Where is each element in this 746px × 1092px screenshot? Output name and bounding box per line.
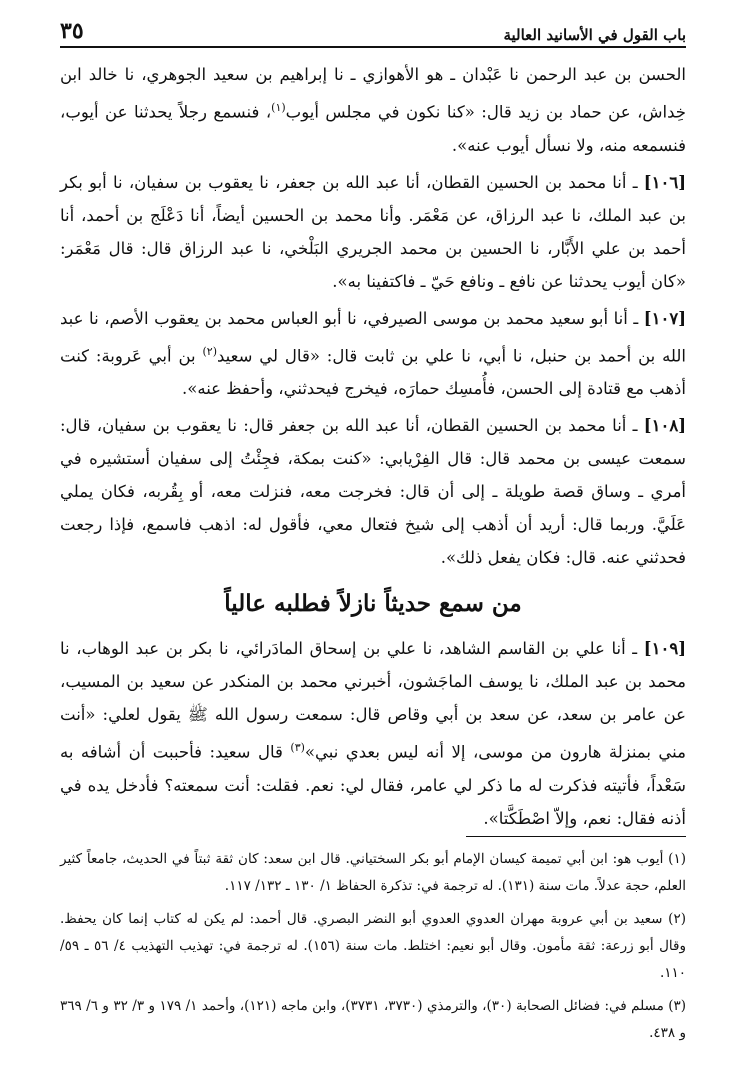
footnote-ref: (١) (271, 101, 286, 114)
footnote-3: (٣) مسلم في: فضائل الصحابة (٣٠)، والترمذي (٣٧٣٠، ٣٧٣١)، وابن ماجه (١٢١)، وأحمد ١/ ١٧٩ و ٣/ ٣٢ و ٦/ ٣٦٩ و ٤٣٨. (60, 998, 687, 1041)
paragraph-text: ـ أنا أبو سعيد محمد بن موسى الصيرفي، نا أبو العباس محمد بن يعقوب الأصم، نا عبد الله بن أحمد بن حنبل، نا أبي، نا علي بن ثابت قال: «قال لي سعيد (60, 308, 687, 365)
footnote-separator (466, 836, 686, 837)
running-title: باب القول في الأسانيد العالية (503, 26, 686, 44)
paragraph-text-cont: ، فنسمع رجلاً يحدثنا عن أيوب، فنسمعه منه، ولا نسأل أيوب عنه». (60, 102, 686, 155)
paragraph-108 (60, 409, 686, 574)
section-heading: من سمع حديثاً نازلاً فطلبه عالياً (224, 590, 522, 617)
paragraph-text-cont: بن أبي عَروبة: كنت أذهب مع قتادة إلى الحسن، فأُمسِك حمارَه، فيخرج فيحدثني، وأحفظ عنه». (60, 346, 686, 398)
hadith-number: [١٠٧] (643, 308, 686, 328)
footnote-1: (١) أيوب هو: ابن أبي تميمة كيسان الإمام أبو بكر السختياني. قال ابن سعد: كان ثقة ثبتاً في الحديث، جامعاً كثير العلم، حجة عدلاً. مات سنة (١٣١). له ترجمة في: تذكرة الحفاظ ١/ ١٣٠ ـ ١٣٢/ ١١٧. (60, 851, 686, 894)
paragraph-text-cont: قال سعيد: فأحببت أن أشافه به سَعْداً، فأتيته فذكرت له ما ذكر لي عامر، فقال لي: نعم. فقلت: أنت سمعته؟ فأدخل يده في أذنه فقال: نعم، وإلاّ اصْطَكَّتا». (60, 742, 686, 828)
hadith-number: [١٠٦] (643, 172, 686, 192)
hadith-number: [١٠٩] (643, 639, 686, 658)
paragraph-text: ـ أنا علي بن القاسم الشاهد، نا علي بن إسحاق المادَرائي، نا بكر بن عبد الوهاب، نا محمد بن عبد الملك، نا يوسف الماجَشون، أخبرني محمد بن المنكدر عن سعيد بن المسيب، عن عامر بن سعد، عن سعد بن أبي وقاص قال: سمعت رسول الله ﷺ يقول لعلي: «أنت مني بمنزلة هارون من موسى، إلا أنه ليس بعدي نبي» (60, 639, 686, 762)
footnotes (60, 846, 686, 1053)
footnote-ref: (٢) (202, 344, 217, 358)
page-header (60, 14, 686, 48)
paragraph-106 (60, 166, 686, 298)
page-number: ٣٥ (60, 18, 84, 44)
page-body (60, 58, 686, 839)
paragraph-text: ـ أنا محمد بن الحسين القطان، أنا عبد الله بن جعفر قال: نا يعقوب بن سفيان، قال: سمعت عيسى بن محمد قال: قال الفِرْيابي: «كنت بمكة، فجِئْتُ إلى سفيان أستشيره في أمري ـ وساق قصة طويلة ـ إلى أن قال: فخرجت معه، فنزلت معه، أو بِقُربه، فكان يملي عَلَيَّ. وربما قال: أريد أن أذهب إلى شيخ فتعال معي، فأقول له: اذهب فاسمع، فإذا رجعت فحدثني عنه. قال: فكان يفعل ذلك». (60, 416, 686, 567)
paragraph-text: ـ أنا محمد بن الحسين القطان، أنا عبد الله بن جعفر، نا يعقوب بن سفيان، نا أبو بكر بن عبد الملك، نا عبد الرزاق، عن مَعْمَر. وأنا محمد بن الحسين أيضاً، أنا دَعْلَج بن أحمد، أنا أحمد بن علي الأَبَّار، نا الحسين بن محمد الجريري البَلْخي، نا عبد الرزاق قال: قال مَعْمَر: «كان أيوب يحدثنا عن نافع ـ ونافع حَيّ ـ فاكتفينا به». (60, 172, 686, 291)
paragraph-1 (60, 58, 686, 162)
paragraph-107 (60, 302, 686, 406)
paragraph-text: الحسن بن عبد الرحمن نا عَبْدان ـ هو الأهوازي ـ نا إبراهيم بن سعيد الجوهري، نا خالد ابن خِداش، عن حماد بن زيد قال: «كنا نكون في مجلس أيوب (60, 65, 686, 122)
paragraph-109 (60, 632, 686, 835)
footnote-2: (٢) سعيد بن أبي عروبة مهران العدوي العدوي أبو النضر البصري. قال أحمد: لم يكن له كتاب إنما كان يحفظ. وقال أبو زرعة: ثقة مأمون. وقال أبو نعيم: اختلط. مات سنة (١٥٦). له ترجمة في: تهذيب التهذيب ٤/ ٥٦ ـ ٥٩/ ١١٠. (60, 911, 686, 981)
footnote-ref: (٣) (290, 741, 305, 754)
hadith-number: [١٠٨] (643, 416, 686, 435)
